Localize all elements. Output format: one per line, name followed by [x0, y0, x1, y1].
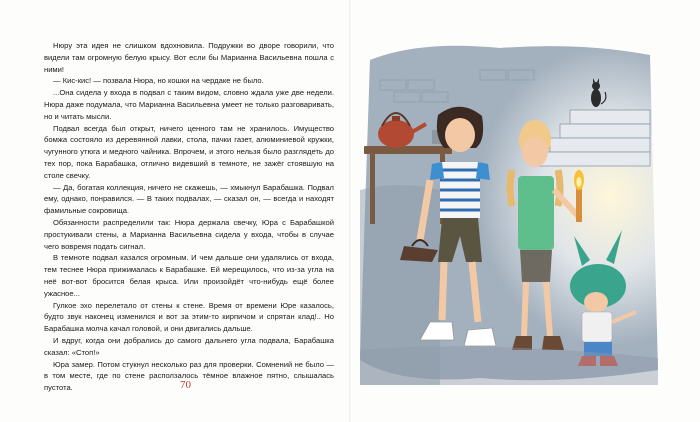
- paragraph: И вдруг, когда они добрались до самого дальнего угла подвала, Барабашка сказал: «Стоп!»: [44, 335, 334, 357]
- illustration: [360, 40, 660, 385]
- paragraph: — Кис-кис! — позвала Нюра, но кошки на чердаке не было.: [53, 76, 264, 86]
- paragraph: Обязанности распределили так: Нюра держала свечку, Юра с Барабашкой простукивали стены, а Марианна Васильевна сидела у входа, чтобы в случае чего вовремя подать сигнал.: [44, 217, 334, 251]
- paragraph: Нюру эта идея не слишком вдохновила. Подружки во дворе говорили, что видели там огромную белую крысу. Вот если бы Марианна Васильевна пошла с ними!: [44, 41, 334, 74]
- paragraph: Подвал всегда был открыт, ничего ценного там не хранилось. Имущество бомжа состояло из деревянной лавки, стола, пачки газет, алюминиевой кружки, чугунного утюга и медного чайника. Впрочем, и этого нельзя было разглядеть до тех пор, пока Барабашка, отлично видевший в темноте, не зажёг стоявшую на столе свечку.: [44, 123, 334, 180]
- paragraph: В темноте подвал казался огромным. И чем дальше они удалялись от входа, тем теснее Нюра прижималась к Барабашке. Ей мерещилось, что из-за угла на неё вот-вот бросится белая крыса. Или произойдёт что-нибудь ещё более ужасное...: [44, 253, 334, 298]
- paragraph: — Да, богатая коллекция, ничего не скажешь, — хмыкнул Барабашка. Подвал ему, однако, понравился. — В таких подвалах, — сказал он, — всегда и находят фамильные сокровища.: [44, 182, 334, 216]
- paragraph: Юра замер. Потом стукнул несколько раз для проверки. Сомнений не было — в том месте, где по стене расползалось тёмное влажное пятно, слышалась пустота.: [44, 359, 334, 393]
- body-text: [44, 40, 334, 394]
- page-number: 70: [180, 379, 191, 391]
- paragraph: ...Она сидела у входа в подвал с таким видом, словно ждала уже две недели. Нюра даже подумала, что Марианна Васильевна умеет не только разговаривать, но и читать мысли.: [44, 88, 334, 121]
- page-gutter: [349, 0, 351, 422]
- paragraph: Гулкое эхо перелетало от стены к стене. Время от времени Юре казалось, будто звук наконец изменился и вот за этим-то кирпичом и спрятан клад!.. Но Барабашка молча качал головой, и они двигались дальше.: [44, 300, 334, 334]
